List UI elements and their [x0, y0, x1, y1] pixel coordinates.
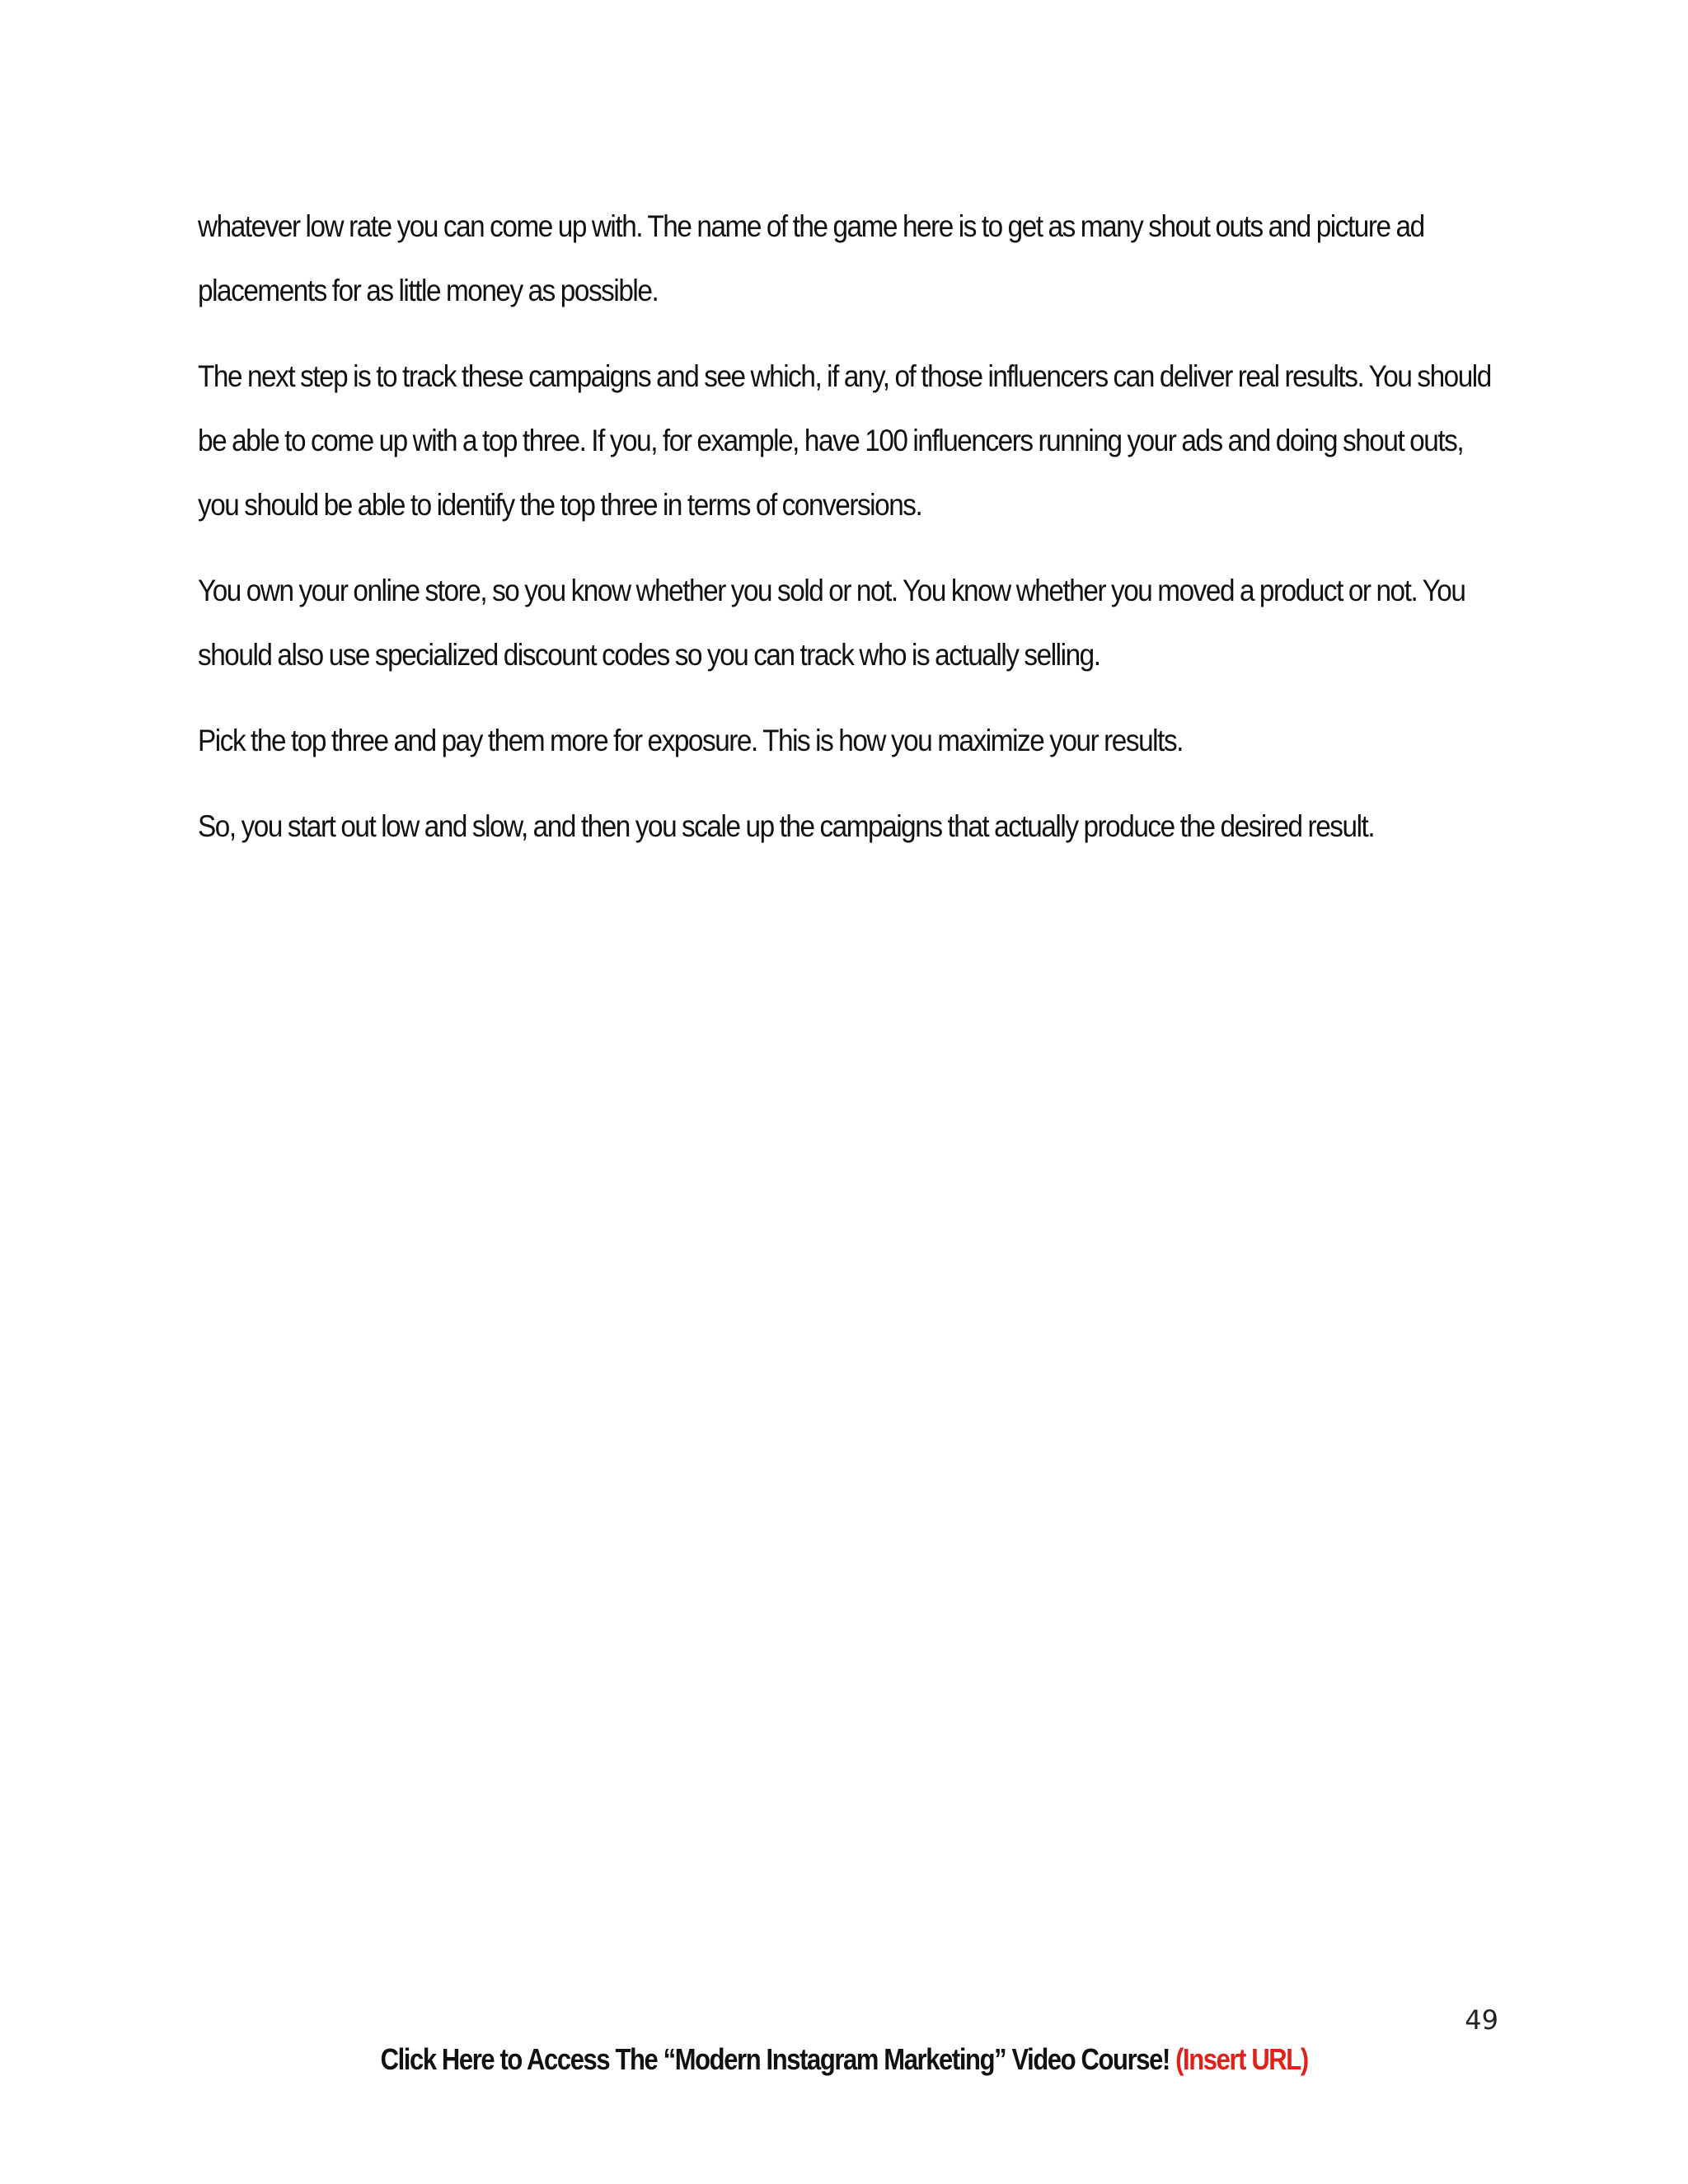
- paragraph-2: The next step is to track these campaigns and see which, if any, of those influencers can deliver real results. You should be able to come up with a top three. If you, for example, have 100 influencers running your ads and doing shout outs, you should be able to identify the top three in terms of conversions.: [198, 359, 1491, 522]
- course-access-link[interactable]: [0, 2042, 1688, 2077]
- paragraph-4: Pick the top three and pay them more for exposure. This is how you maximize your results.: [198, 724, 1183, 757]
- page-number: 49: [1465, 2004, 1498, 2036]
- document-body: [198, 194, 1500, 880]
- paragraph-5: So, you start out low and slow, and then you scale up the campaigns that actually produce the desired result.: [198, 809, 1375, 843]
- footer-link-content: [380, 2042, 1307, 2077]
- paragraph-3: You own your online store, so you know whether you sold or not. You know whether you moved a product or not. You should also use specialized discount codes so you can track who is actually selling.: [198, 574, 1465, 672]
- paragraph-1: whatever low rate you can come up with. The name of the game here is to get as many shout outs and picture ad placements for as little money as possible.: [198, 209, 1424, 307]
- footer-url-placeholder: (Insert URL): [1175, 2042, 1308, 2076]
- footer-link-text: Click Here to Access The “Modern Instagram Marketing” Video Course!: [380, 2042, 1170, 2076]
